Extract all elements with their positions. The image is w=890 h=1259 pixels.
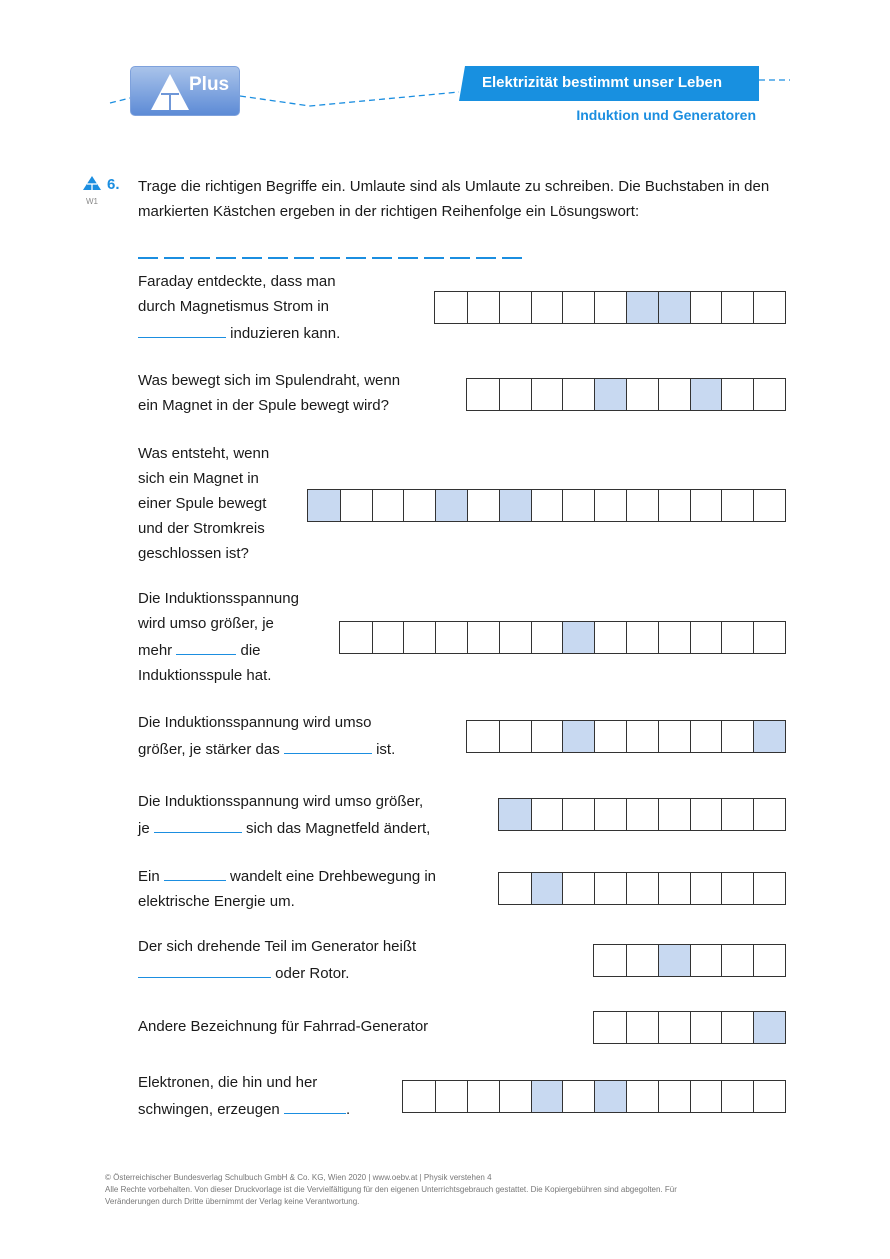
answer-box-row [593, 944, 786, 977]
question-fragment: Was bewegt sich im Spulendraht, wenn [138, 372, 401, 389]
letter-box[interactable] [626, 799, 658, 830]
question-text [138, 710, 395, 762]
letter-box[interactable] [562, 490, 594, 521]
letter-box[interactable] [531, 379, 563, 410]
letter-box[interactable] [499, 1081, 531, 1112]
question-line [138, 663, 299, 688]
question-line [138, 636, 299, 663]
question-line [138, 889, 436, 914]
letter-box[interactable] [531, 292, 563, 323]
question-fragment: schwingen, erzeugen [138, 1101, 284, 1118]
answer-box-row [498, 872, 786, 905]
level-pyramid-icon [82, 175, 102, 191]
letter-box[interactable] [721, 1012, 753, 1043]
question-line [138, 611, 299, 636]
answer-blank[interactable] [284, 1095, 346, 1114]
letter-box[interactable] [467, 490, 499, 521]
answer-box-row [466, 720, 786, 753]
question-fragment: sich ein Magnet in [138, 470, 259, 487]
letter-box[interactable] [753, 379, 785, 410]
answer-box-row [593, 1011, 786, 1044]
question-text [138, 1070, 350, 1122]
question-line [138, 934, 416, 959]
letter-box[interactable] [531, 799, 563, 830]
question-fragment: wird umso größer, je [138, 615, 274, 632]
letter-box[interactable] [753, 490, 785, 521]
question-fragment: durch Magnetismus Strom in [138, 298, 329, 315]
letter-box[interactable] [721, 1081, 753, 1112]
question-fragment: ein Magnet in der Spule bewegt wird? [138, 397, 389, 414]
question-fragment: größer, je stärker das [138, 741, 284, 758]
letter-box[interactable] [594, 799, 626, 830]
question-fragment: Die Induktionsspannung wird umso größer, [138, 793, 424, 810]
marked-letter-box[interactable] [658, 945, 690, 976]
letter-box[interactable] [626, 379, 658, 410]
marked-letter-box[interactable] [499, 490, 531, 521]
letter-box[interactable] [467, 292, 499, 323]
letter-box[interactable] [403, 1081, 435, 1112]
question-fragment: Der sich drehende Teil im Generator heißt [138, 938, 417, 955]
letter-box[interactable] [403, 490, 435, 521]
footer-line-3: Veränderungen durch Dritte übernimmt der Verlag keine Verantwortung. [105, 1197, 360, 1206]
letter-box[interactable] [499, 622, 531, 653]
letter-box[interactable] [499, 873, 531, 904]
marked-letter-box[interactable] [753, 1012, 785, 1043]
answer-box-row [466, 378, 786, 411]
question-line [138, 516, 269, 541]
question-fragment: wandelt eine Drehbewegung in [225, 868, 437, 885]
letter-box[interactable] [690, 1081, 722, 1112]
question-line [138, 269, 340, 294]
question-line [138, 789, 430, 814]
solution-letter-slot[interactable] [190, 247, 210, 259]
letter-box[interactable] [658, 622, 690, 653]
question-fragment: sich das Magnetfeld ändert, [241, 820, 431, 837]
letter-box[interactable] [403, 622, 435, 653]
question-text [138, 1014, 428, 1039]
letter-box[interactable] [658, 1012, 690, 1043]
letter-box[interactable] [753, 873, 785, 904]
solution-letter-slot[interactable] [294, 247, 314, 259]
question-fragment: die [236, 642, 261, 659]
letter-box[interactable] [467, 379, 499, 410]
question-line [138, 393, 400, 418]
marked-letter-box[interactable] [308, 490, 340, 521]
solution-letter-slot[interactable] [242, 247, 262, 259]
footer-line-1: © Österreichischer Bundesverlag Schulbuch GmbH & Co. KG, Wien 2020 | www.oebv.at | Physik verstehen 4 [105, 1173, 492, 1182]
question-fragment: Was entsteht, wenn [138, 445, 270, 462]
letter-box[interactable] [721, 721, 753, 752]
letter-box[interactable] [626, 622, 658, 653]
marked-letter-box[interactable] [594, 379, 626, 410]
letter-box[interactable] [531, 490, 563, 521]
answer-blank[interactable] [138, 319, 226, 338]
question-line [138, 862, 436, 889]
letter-box[interactable] [467, 721, 499, 752]
question-line [138, 814, 430, 841]
solution-letter-slot[interactable] [476, 247, 496, 259]
question-line [138, 710, 395, 735]
letter-box[interactable] [753, 622, 785, 653]
marked-letter-box[interactable] [499, 799, 531, 830]
question-fragment: und der Stromkreis [138, 520, 265, 537]
answer-blank[interactable] [164, 862, 226, 881]
letter-box[interactable] [690, 945, 722, 976]
marked-letter-box[interactable] [531, 1081, 563, 1112]
letter-box[interactable] [467, 622, 499, 653]
letter-box[interactable] [594, 490, 626, 521]
competence-code: W1 [86, 197, 98, 206]
letter-box[interactable] [753, 292, 785, 323]
task-number: 6. [107, 176, 120, 193]
marked-letter-box[interactable] [562, 622, 594, 653]
question-line [138, 586, 299, 611]
answer-blank[interactable] [154, 814, 242, 833]
question-fragment: oder Rotor. [271, 965, 350, 982]
letter-box[interactable] [594, 292, 626, 323]
solution-letter-slot[interactable] [138, 247, 158, 259]
letter-box[interactable] [721, 490, 753, 521]
marked-letter-box[interactable] [658, 292, 690, 323]
letter-box[interactable] [562, 799, 594, 830]
letter-box[interactable] [626, 945, 658, 976]
question-fragment: je [138, 820, 154, 837]
letter-box[interactable] [626, 873, 658, 904]
question-fragment: Ein [138, 868, 164, 885]
answer-blank[interactable] [284, 735, 372, 754]
letter-box[interactable] [690, 490, 722, 521]
letter-box[interactable] [658, 1081, 690, 1112]
letter-box[interactable] [435, 622, 467, 653]
chapter-title: Elektrizität bestimmt unser Leben [482, 74, 723, 91]
letter-box[interactable] [562, 1081, 594, 1112]
answer-blank[interactable] [176, 636, 236, 655]
answer-box-row [434, 291, 786, 324]
letter-box[interactable] [721, 873, 753, 904]
solution-word-blanks[interactable] [138, 247, 522, 259]
question-text [138, 368, 400, 418]
answer-box-row [402, 1080, 786, 1113]
question-line [138, 541, 269, 566]
question-line [138, 441, 269, 466]
question-fragment: . [345, 1101, 351, 1118]
marked-letter-box[interactable] [626, 292, 658, 323]
letter-box[interactable] [499, 721, 531, 752]
question-text [138, 269, 340, 346]
answer-box-row [339, 621, 786, 654]
letter-box[interactable] [594, 721, 626, 752]
solution-letter-slot[interactable] [216, 247, 236, 259]
letter-box[interactable] [467, 1081, 499, 1112]
solution-letter-slot[interactable] [398, 247, 418, 259]
solution-letter-slot[interactable] [502, 247, 522, 259]
letter-box[interactable] [626, 721, 658, 752]
letter-box[interactable] [753, 1081, 785, 1112]
answer-box-row [307, 489, 786, 522]
marked-letter-box[interactable] [594, 1081, 626, 1112]
letter-box[interactable] [690, 622, 722, 653]
question-line [138, 491, 269, 516]
marked-letter-box[interactable] [435, 490, 467, 521]
letter-box[interactable] [372, 622, 404, 653]
letter-box[interactable] [531, 721, 563, 752]
letter-box[interactable] [435, 1081, 467, 1112]
letter-box[interactable] [690, 721, 722, 752]
question-line [138, 466, 269, 491]
solution-letter-slot[interactable] [450, 247, 470, 259]
letter-box[interactable] [626, 1012, 658, 1043]
solution-letter-slot[interactable] [424, 247, 444, 259]
question-line [138, 294, 340, 319]
question-line [138, 959, 416, 986]
letter-box[interactable] [721, 379, 753, 410]
letter-box[interactable] [531, 622, 563, 653]
solution-letter-slot[interactable] [320, 247, 340, 259]
letter-box[interactable] [372, 490, 404, 521]
letter-box[interactable] [594, 622, 626, 653]
letter-box[interactable] [690, 1012, 722, 1043]
letter-box[interactable] [753, 945, 785, 976]
question-fragment: geschlossen ist? [138, 545, 249, 562]
task-instruction: Trage die richtigen Begriffe ein. Umlaute sind als Umlaute zu schreiben. Die Buchstaben in den markierten Kästchen ergeben in der richtigen Reihenfolge ein Lösungswort: [138, 178, 770, 220]
logo-label: Plus [189, 74, 230, 95]
question-fragment: Induktionsspule hat. [138, 667, 272, 684]
question-fragment: mehr [138, 642, 177, 659]
question-text [138, 586, 299, 688]
marked-letter-box[interactable] [531, 873, 563, 904]
letter-box[interactable] [658, 490, 690, 521]
question-line [138, 319, 340, 346]
letter-box[interactable] [499, 379, 531, 410]
answer-blank[interactable] [138, 959, 271, 978]
question-fragment: Andere Bezeichnung für Fahrrad-Generator [138, 1018, 429, 1035]
solution-letter-slot[interactable] [372, 247, 392, 259]
marked-letter-box[interactable] [562, 721, 594, 752]
letter-box[interactable] [562, 379, 594, 410]
question-text [138, 789, 430, 841]
solution-letter-slot[interactable] [164, 247, 184, 259]
letter-box[interactable] [626, 490, 658, 521]
question-fragment: Die Induktionsspannung [138, 590, 299, 607]
question-fragment: induzieren kann. [226, 325, 341, 342]
marked-letter-box[interactable] [690, 379, 722, 410]
letter-box[interactable] [499, 292, 531, 323]
footer-line-2: Alle Rechte vorbehalten. Von dieser Druckvorlage ist die Vervielfältigung für den eigenen Unterrichtsgebrauch gestattet. Die Kopiergebühren sind abgegolten. Für [105, 1185, 677, 1194]
letter-box[interactable] [594, 1012, 626, 1043]
solution-letter-slot[interactable] [346, 247, 366, 259]
letter-box[interactable] [658, 721, 690, 752]
question-text [138, 441, 269, 566]
letter-box[interactable] [562, 292, 594, 323]
question-fragment: Faraday entdeckte, dass man [138, 273, 336, 290]
question-fragment: Elektronen, die hin und her [138, 1074, 318, 1091]
question-line [138, 1070, 350, 1095]
pyramid-icon [149, 72, 191, 112]
letter-box[interactable] [626, 1081, 658, 1112]
question-text [138, 862, 436, 914]
letter-box[interactable] [658, 799, 690, 830]
letter-box[interactable] [721, 622, 753, 653]
letter-box[interactable] [594, 945, 626, 976]
question-fragment: Die Induktionsspannung wird umso [138, 714, 372, 731]
footer [105, 1172, 795, 1208]
letter-box[interactable] [721, 292, 753, 323]
letter-box[interactable] [340, 490, 372, 521]
question-fragment: ist. [371, 741, 396, 758]
letter-box[interactable] [721, 945, 753, 976]
question-line [138, 735, 395, 762]
question-fragment: elektrische Energie um. [138, 893, 295, 910]
letter-box[interactable] [340, 622, 372, 653]
letter-box[interactable] [658, 379, 690, 410]
marked-letter-box[interactable] [753, 721, 785, 752]
letter-box[interactable] [690, 292, 722, 323]
letter-box[interactable] [690, 873, 722, 904]
letter-box[interactable] [562, 873, 594, 904]
solution-letter-slot[interactable] [268, 247, 288, 259]
question-fragment: einer Spule bewegt [138, 495, 267, 512]
letter-box[interactable] [721, 799, 753, 830]
answer-box-row [498, 798, 786, 831]
letter-box[interactable] [435, 292, 467, 323]
question-text [138, 934, 416, 986]
letter-box[interactable] [594, 873, 626, 904]
question-line [138, 368, 400, 393]
letter-box[interactable] [658, 873, 690, 904]
letter-box[interactable] [690, 799, 722, 830]
plus-logo [130, 66, 240, 116]
question-line [138, 1095, 350, 1122]
question-line [138, 1014, 428, 1039]
letter-box[interactable] [753, 799, 785, 830]
section-subtitle: Induktion und Generatoren [576, 107, 756, 123]
